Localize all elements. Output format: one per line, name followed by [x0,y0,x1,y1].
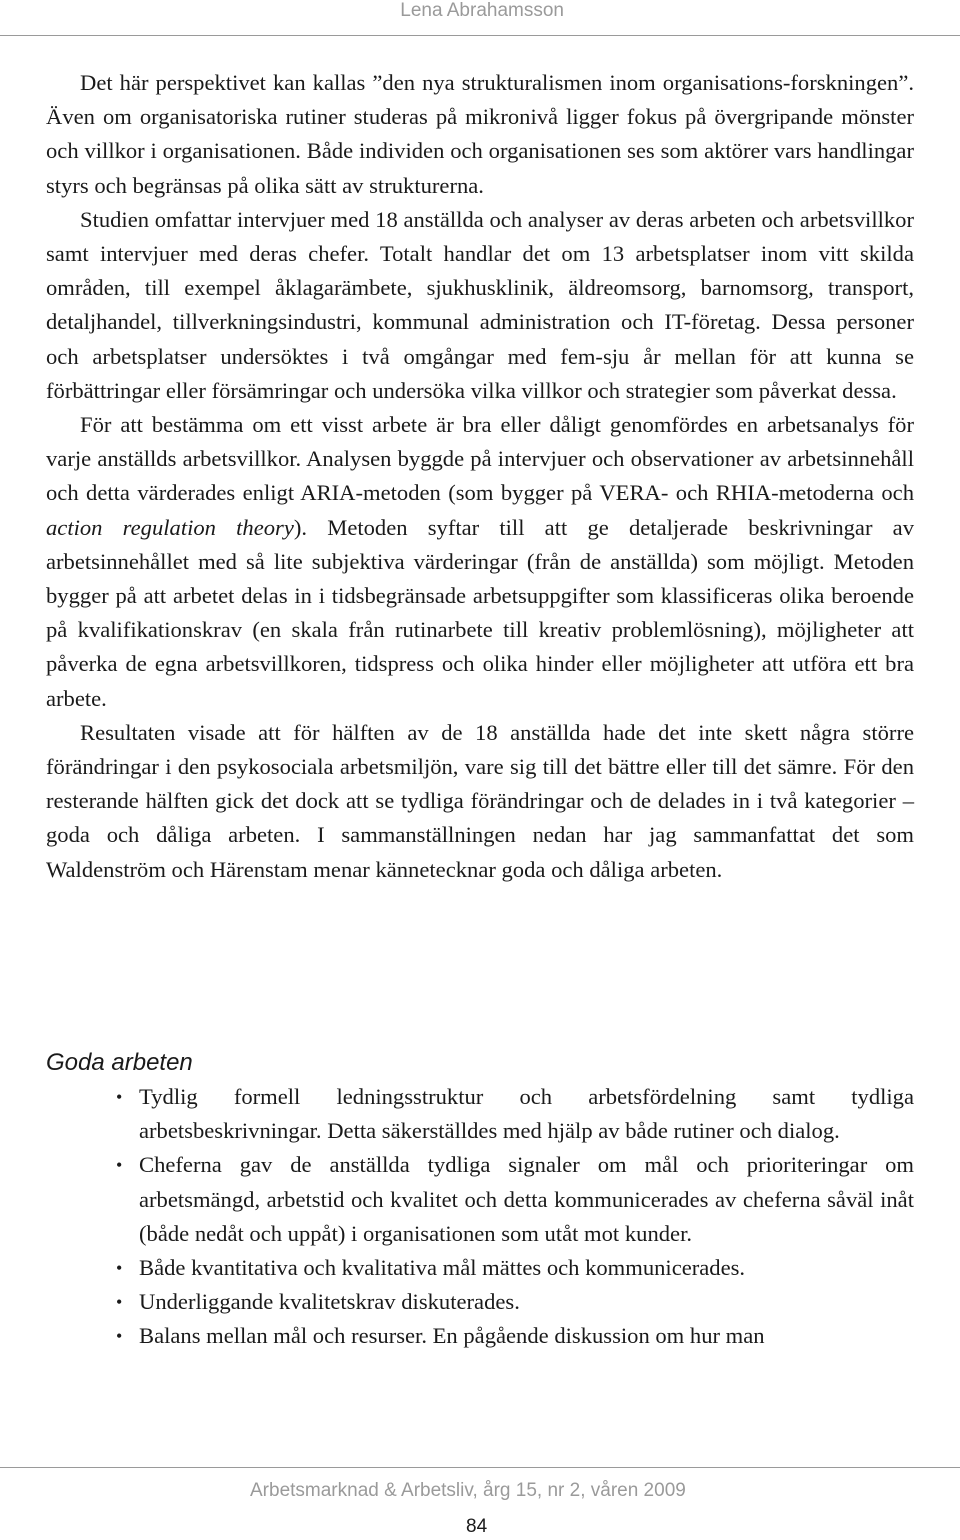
bullet-icon: • [116,1292,123,1313]
paragraph-3-part-1: För att bestämma om ett visst arbete är bra eller dåligt genomfördes en arbetsanalys för varje anställds arbetsvillkor. Analysen byggde på intervjuer och observationer av arbetsinnehåll och detta värderades enligt ARIA-metoden (som bygger på VERA- och RHIA-metoderna och [46,412,914,506]
footer-divider [0,1467,960,1468]
list-item [116,1319,914,1353]
bullet-icon: • [116,1258,123,1279]
list-item [116,1251,914,1285]
bullet-icon: • [116,1087,123,1107]
paragraph-2: Studien omfattar intervjuer med 18 anställda och analyser av deras arbeten och arbetsvillkor samt intervjuer med deras chefer. Totalt handlar det om 13 arbetsplatser inom vitt skilda områden, till exempel åklagarämbete, sjukhusklinik, äldreomsorg, barnomsorg, transport, detaljhandel, tillverkningsindustri, kommunal administration och IT-företag. Dessa personer och arbetsplatser undersöktes i två omgångar med fem-sju år mellan för att kunna se förbättringar eller försämringar och undersöka vilka villkor och strategier som påverkat dessa. [46,206,914,403]
list-item-text: Cheferna gav de anställda tydliga signaler om mål och prioriteringar om arbetsmängd, arbetstid och kvalitet och detta kommunicerades av cheferna såväl inåt (både nedåt och uppåt) i organisationen som utåt mot kunder. [139,1152,914,1246]
bullet-icon: • [116,1326,123,1347]
paragraph-3-italic-term: action regulation theory [46,514,294,540]
list-item-text: Balans mellan mål och resurser. En pågående diskussion om hur man [139,1323,765,1349]
page-number: 84 [466,1516,488,1537]
list-item [116,1285,914,1319]
list-item-text: Både kvantitativa och kvalitativa mål mättes och kommunicerades. [139,1255,746,1281]
list-item-text: Underliggande kvalitetskrav diskuterades. [139,1289,520,1315]
list-item [116,1148,914,1251]
header-divider [0,35,960,36]
paragraph-3 [46,408,914,716]
list-item [116,1080,914,1148]
bullet-icon: • [116,1155,123,1176]
footer-journal-citation: Arbetsmarknad & Arbetsliv, årg 15, nr 2, våren 2009 [250,1480,686,1501]
section-heading-goda-arbeten: Goda arbeten [46,1049,193,1076]
article-body [46,66,914,887]
paragraph-3-part-2: ). Metoden syftar till att ge detaljerade beskrivningar av arbetsinnehållet med så lite subjektiva värderingar (från de anställda) som möjligt. Metoden bygger på att arbetet delas in i tidsbegränsade arbetsuppgifter som klassificeras olika beroende på kvalifikationskrav (en skala från rutinarbete till kreativ problemlösning), möjligheter att påverka de egna arbetsvillkoren, tidspress och olika hinder eller möjligheter att utföra ett bra arbete. [46,514,914,711]
paragraph-1: Det här perspektivet kan kallas ”den nya strukturalismen inom organisations-forskningen”. Även om organisatoriska rutiner studeras på mikronivå ligger fokus på övergripande mönster och villkor i organisationen. Både individen och organisationen ses som aktörer vars handlingar styrs och begränsas på olika sätt av strukturerna. [46,70,914,198]
running-head-author: Lena Abrahamsson [400,0,564,21]
paragraph-4: Resultaten visade att för hälften av de 18 anställda hade det inte skett några större förändringar i den psykosociala arbetsmiljön, vare sig till det bättre eller till det sämre. För den resterande hälften gick det dock att se tydliga förändringar och de delades in i två kategorier – goda och dåliga arbeten. I sammanställningen nedan har jag sammanfattat det som Waldenström och Härenstam menar kännetecknar goda och dåliga arbeten. [46,719,914,882]
list-item-text: Tydlig formell ledningsstruktur och arbetsfördelning samt tydliga arbetsbeskrivningar. Detta säkerställdes med hjälp av både rutiner och dialog. [139,1084,914,1144]
bullet-list [116,1080,914,1354]
